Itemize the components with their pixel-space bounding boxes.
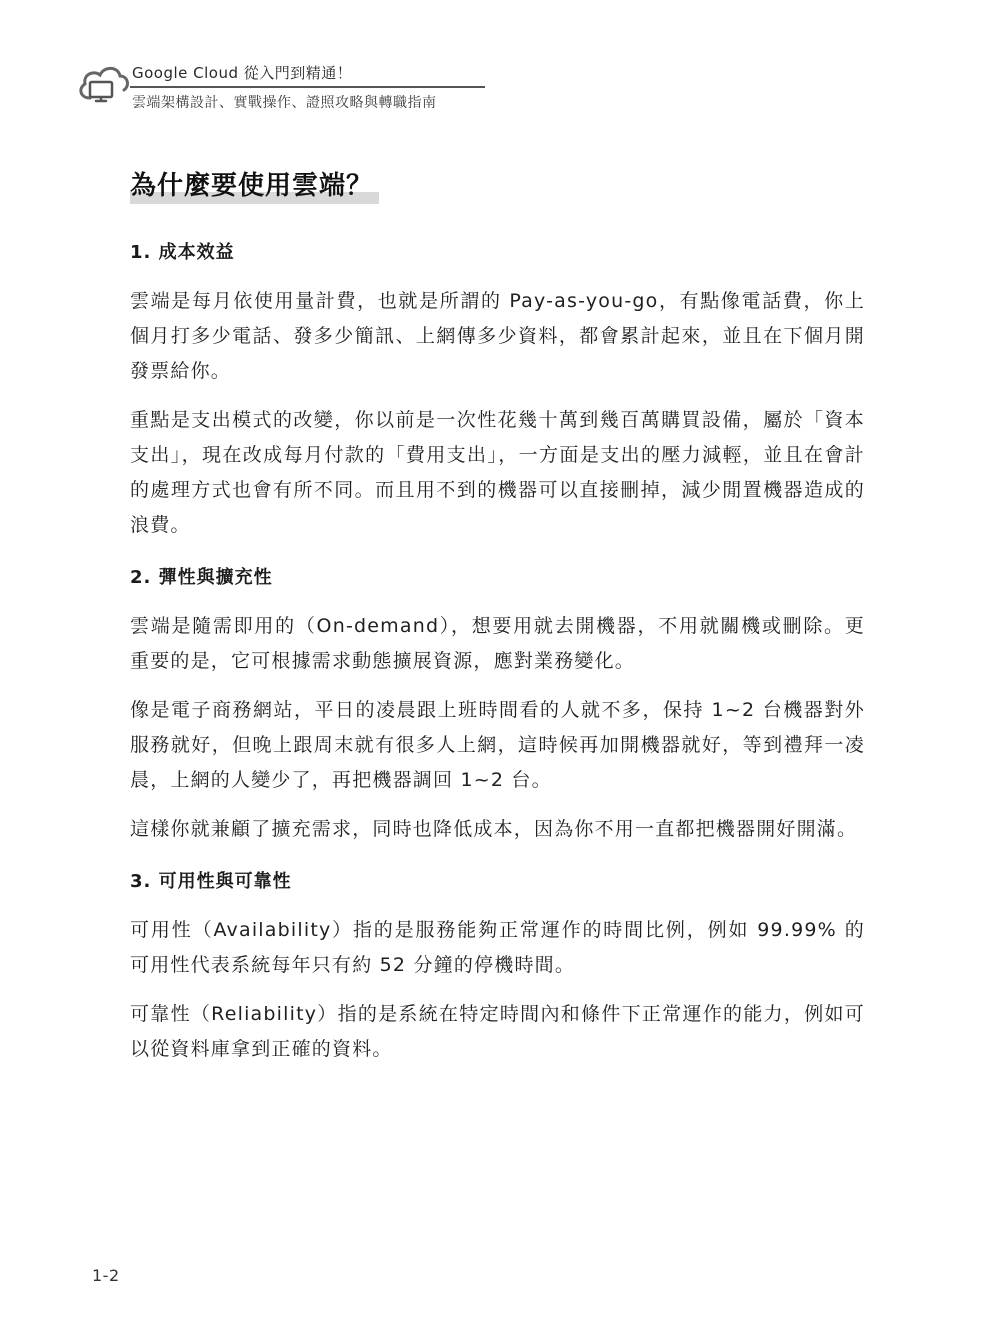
- paragraph: 這樣你就兼顧了擴充需求，同時也降低成本，因為你不用一直都把機器開好開滿。: [130, 818, 858, 840]
- book-subtitle: 雲端架構設計、實戰操作、證照攻略與轉職指南: [132, 95, 437, 111]
- page-title: 為什麼要使用雲端？: [130, 171, 374, 201]
- section-heading: 1. 成本效益: [130, 242, 235, 263]
- header-divider: [130, 86, 485, 88]
- book-title: Google Cloud 從入門到精通！: [132, 64, 353, 82]
- page-title-block: [130, 168, 373, 204]
- section-availability: [130, 869, 865, 1067]
- main-content: [130, 168, 865, 1089]
- paragraph: 可用性（Availability）指的是服務能夠正常運作的時間比例，例如 99.99% 的可用性代表系統每年只有約 52 分鐘的停機時間。: [130, 919, 865, 976]
- section-heading: 3. 可用性與可靠性: [130, 871, 292, 892]
- paragraph: 雲端是隨需即用的（On-demand），想要用就去開機器，不用就關機或刪除。更重要的是，它可根據需求動態擴展資源，應對業務變化。: [130, 615, 865, 672]
- section-elasticity: [130, 565, 865, 847]
- running-header: [76, 56, 496, 120]
- paragraph: 雲端是每月依使用量計費，也就是所謂的 Pay-as-you-go，有點像電話費，你上個月打多少電話、發多少簡訊、上網傳多少資料，都會累計起來，並且在下個月開發票給你。: [130, 290, 865, 382]
- paragraph: 像是電子商務網站，平日的凌晨跟上班時間看的人就不多，保持 1~2 台機器對外服務就好，但晚上跟周末就有很多人上網，這時候再加開機器就好，等到禮拜一凌晨，上網的人變少了，再把機器調回 1~2 台。: [130, 699, 865, 791]
- paragraph: 重點是支出模式的改變，你以前是一次性花幾十萬到幾百萬購買設備，屬於「資本支出」，現在改成每月付款的「費用支出」，一方面是支出的壓力減輕，並且在會計的處理方式也會有所不同。而且用不到的機器可以直接刪掉，減少閒置機器造成的浪費。: [130, 409, 865, 536]
- section-heading: 2. 彈性與擴充性: [130, 567, 273, 588]
- paragraph: 可靠性（Reliability）指的是系統在特定時間內和條件下正常運作的能力，例如可以從資料庫拿到正確的資料。: [130, 1003, 865, 1060]
- cloud-monitor-icon: [76, 60, 130, 108]
- page-number: 1-2: [92, 1266, 120, 1285]
- section-cost-efficiency: [130, 240, 865, 543]
